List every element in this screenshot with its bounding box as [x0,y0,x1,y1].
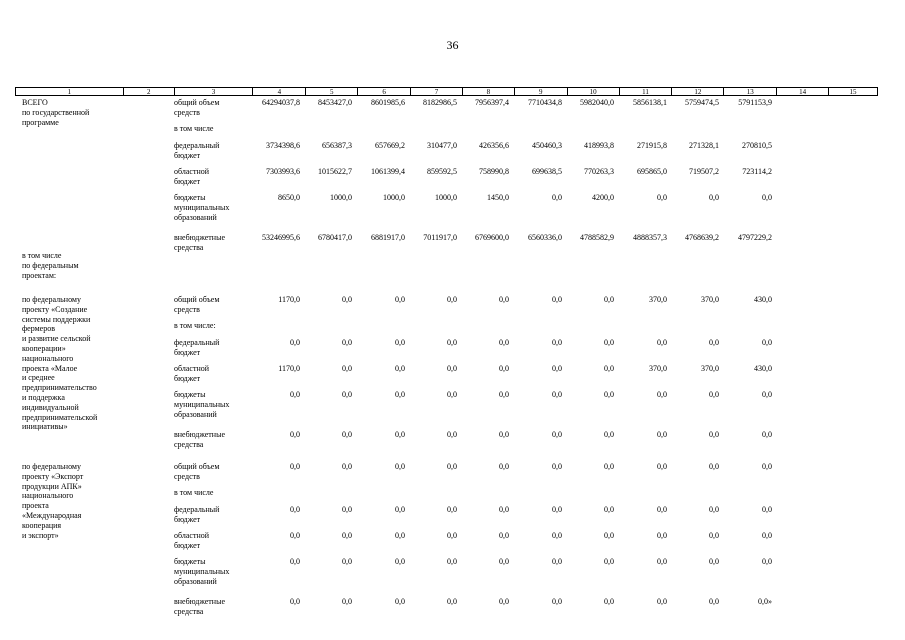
value-cell: 370,0 [701,364,719,373]
value-cell: 0,0 [709,597,719,606]
header-column-number: 5 [305,88,357,95]
funding-source-label-line: бюджеты [174,390,206,399]
funding-source-label-line: федеральный [174,338,220,347]
value-cell: 0,0 [762,430,772,439]
header-column-number: 14 [776,88,828,95]
row-group-label-line: индивидуальной [22,402,79,412]
funding-source-label-line: бюджет [174,150,201,160]
funding-source-label-line: федеральный [174,141,220,150]
value-cell: 0,0 [342,338,352,347]
value-cell: 0,0 [499,390,509,399]
value-cell: 0,0 [552,338,562,347]
row-group-label-line: кооперация [22,520,62,530]
funding-source-label-line: бюджет [174,176,201,186]
row-group-label-line: и развитие сельской [22,334,91,344]
funding-source-label-line: средств [174,107,200,117]
value-cell: 6881917,0 [371,233,405,242]
funding-source-label-line: средства [174,439,204,449]
row-group-label-line: «Международная [22,510,82,520]
value-cell: 0,0 [657,193,667,202]
funding-source-label-line: общий объем [174,295,220,304]
header-column-number: 1 [67,88,72,96]
value-cell: 0,0 [342,430,352,439]
value-cell: 7011917,0 [423,233,457,242]
value-cell: 0,0 [657,531,667,540]
value-cell: 0,0 [709,505,719,514]
value-cell: 656387,3 [322,141,352,150]
value-cell: 5791153,9 [738,98,772,107]
value-cell: 271915,8 [637,141,667,150]
value-cell: 270810,5 [742,141,772,150]
funding-source-label-line: муниципальных [174,399,230,409]
row-group-label-line: национального [22,491,74,501]
value-cell: 657669,2 [375,141,405,150]
value-cell: 0,0 [447,462,457,471]
value-cell: 0,0 [395,505,405,514]
header-column-number: 12 [671,88,723,95]
value-cell: 0,0 [657,597,667,606]
row-group-label-line: и поддержка [22,392,65,402]
value-cell: 0,0 [447,295,457,304]
value-cell: 0,0 [290,505,300,514]
value-cell: 0,0 [447,430,457,439]
value-cell: 418993,8 [584,141,614,150]
row-group-label-line: предпринимательство [22,383,97,393]
value-cell: 4788582,9 [580,233,614,242]
funding-source-label [174,321,254,331]
header-column-number: 7 [410,88,462,95]
value-cell: 0,0 [342,531,352,540]
funding-source-label-line: муниципальных [174,566,230,576]
value-cell: 0,0 [552,531,562,540]
value-cell: 1450,0 [487,193,509,202]
value-cell: 0,0 [447,390,457,399]
value-cell: 0,0 [762,462,772,471]
value-cell: 4200,0 [592,193,614,202]
value-cell: 0,0 [499,338,509,347]
row-group-label-line: продукции АПК» [22,481,82,491]
value-cell: 0,0 [709,430,719,439]
funding-source-label-line: бюджет [174,514,201,524]
value-cell: 0,0 [709,462,719,471]
value-cell: 0,0» [758,597,772,606]
value-cell: 0,0 [447,505,457,514]
value-cell: 0,0 [395,338,405,347]
funding-source-label-line: областной [174,531,210,540]
funding-source-label-line: образований [174,576,217,586]
row-group-label-line: по государственной [22,107,90,117]
row-group-label-line: по федеральному [22,462,81,471]
funding-source-label-line: областной [174,167,210,176]
value-cell: 0,0 [499,557,509,566]
value-cell: 310477,0 [427,141,457,150]
value-cell: 0,0 [552,430,562,439]
value-cell: 0,0 [342,390,352,399]
value-cell: 8601985,6 [371,98,405,107]
value-cell: 1000,0 [383,193,405,202]
value-cell: 0,0 [395,430,405,439]
value-cell: 0,0 [395,597,405,606]
value-cell: 0,0 [552,597,562,606]
value-cell: 0,0 [290,462,300,471]
value-cell: 0,0 [290,338,300,347]
value-cell: 1170,0 [278,364,300,373]
value-cell: 5982040,0 [580,98,614,107]
value-cell: 0,0 [290,430,300,439]
funding-source-label-line: общий объем [174,98,220,107]
row-group-label [22,251,149,280]
value-cell: 0,0 [290,390,300,399]
value-cell: 0,0 [604,390,614,399]
row-group-label [22,295,149,432]
value-cell: 0,0 [499,505,509,514]
row-group-label-line: в том числе [22,251,62,260]
header-column-number: 10 [567,88,619,95]
value-cell: 6769600,0 [475,233,509,242]
value-cell: 0,0 [447,338,457,347]
value-cell: 0,0 [604,338,614,347]
value-cell: 0,0 [604,505,614,514]
value-cell: 0,0 [657,557,667,566]
value-cell: 1000,0 [435,193,457,202]
value-cell: 64294037,8 [262,98,300,107]
value-cell: 450460,3 [532,141,562,150]
value-cell: 0,0 [290,557,300,566]
value-cell: 0,0 [395,531,405,540]
row-group-label [22,98,149,127]
funding-source-label-line: в том числе: [174,321,216,330]
value-cell: 0,0 [762,338,772,347]
value-cell: 0,0 [342,557,352,566]
header-column-number: 9 [514,88,567,95]
row-group-label-line: ВСЕГО [22,98,48,107]
header-column-number: 4 [252,88,305,95]
value-cell: 0,0 [447,597,457,606]
row-group-label-line: программе [22,117,59,127]
value-cell: 0,0 [395,364,405,373]
value-cell: 430,0 [754,364,772,373]
value-cell: 0,0 [604,462,614,471]
value-cell: 0,0 [604,597,614,606]
funding-source-label-line: бюджет [174,373,201,383]
value-cell: 0,0 [552,364,562,373]
value-cell: 7956397,4 [475,98,509,107]
value-cell: 719507,2 [689,167,719,176]
table-header-row [15,87,878,96]
value-cell: 430,0 [754,295,772,304]
funding-source-label-line: в том числе [174,124,214,133]
value-cell: 0,0 [552,193,562,202]
value-cell: 0,0 [657,390,667,399]
value-cell: 0,0 [762,390,772,399]
funding-source-label-line: муниципальных [174,202,230,212]
value-cell: 1061399,4 [371,167,405,176]
value-cell: 0,0 [290,597,300,606]
value-cell: 0,0 [499,430,509,439]
header-column-number: 13 [723,88,776,95]
value-cell: 1170,0 [278,295,300,304]
value-cell: 0,0 [447,531,457,540]
funding-source-label-line: средств [174,471,200,481]
row-group-label-line: предпринимательской [22,412,98,422]
value-cell: 0,0 [604,531,614,540]
row-group-label-line: и среднее [22,373,55,383]
row-group-label-line: проекту «Создание [22,304,88,314]
row-group-label-line: по федеральному [22,295,81,304]
value-cell: 0,0 [395,390,405,399]
value-cell: 0,0 [709,193,719,202]
value-cell: 770263,3 [584,167,614,176]
value-cell: 7710434,8 [528,98,562,107]
value-cell: 53246995,6 [262,233,300,242]
value-cell: 0,0 [342,597,352,606]
row-group-label-line: фермеров [22,324,56,334]
value-cell: 0,0 [657,338,667,347]
value-cell: 3734398,6 [266,141,300,150]
value-cell: 1000,0 [330,193,352,202]
value-cell: 0,0 [447,557,457,566]
row-group-label-line: системы поддержки [22,314,91,324]
value-cell: 8650,0 [278,193,300,202]
value-cell: 0,0 [657,462,667,471]
header-column-number: 15 [828,88,877,95]
value-cell: 0,0 [395,462,405,471]
funding-source-label-line: бюджет [174,347,201,357]
funding-source-label-line: образований [174,212,217,222]
row-group-label-line: проектам: [22,270,57,280]
funding-source-label-line: средства [174,606,204,616]
value-cell: 6560336,0 [528,233,562,242]
value-cell: 0,0 [762,531,772,540]
value-cell: 0,0 [657,430,667,439]
value-cell: 0,0 [552,462,562,471]
funding-source-label-line: образований [174,409,217,419]
value-cell: 5759474,5 [685,98,719,107]
value-cell: 0,0 [762,193,772,202]
funding-source-label [174,124,254,134]
value-cell: 8182986,5 [423,98,457,107]
row-group-label-line: и экспорт» [22,530,59,540]
value-cell: 0,0 [395,295,405,304]
funding-source-label-line: внебюджетные [174,430,225,439]
funding-source-label-line: внебюджетные [174,233,225,242]
funding-source-label-line: бюджет [174,540,201,550]
value-cell: 1015622,7 [318,167,352,176]
row-group-label-line: кооперации» [22,343,66,353]
header-column-number: 8 [462,88,514,95]
value-cell: 0,0 [447,364,457,373]
value-cell: 0,0 [604,364,614,373]
value-cell: 0,0 [709,338,719,347]
funding-source-label-line: в том числе [174,488,214,497]
funding-source-label-line: областной [174,364,210,373]
value-cell: 0,0 [604,295,614,304]
funding-source-label-line: бюджеты [174,193,206,202]
header-column-number: 2 [123,88,174,95]
value-cell: 370,0 [649,295,667,304]
header-column-number: 6 [357,88,410,95]
value-cell: 370,0 [649,364,667,373]
value-cell: 0,0 [709,390,719,399]
value-cell: 0,0 [499,364,509,373]
value-cell: 699638,5 [532,167,562,176]
value-cell: 0,0 [499,462,509,471]
value-cell: 0,0 [290,531,300,540]
funding-source-label-line: общий объем [174,462,220,471]
value-cell: 4888357,3 [633,233,667,242]
value-cell: 271328,1 [689,141,719,150]
funding-source-label [174,488,254,498]
value-cell: 6780417,0 [318,233,352,242]
row-group-label-line: проекта [22,501,49,511]
value-cell: 7303993,6 [266,167,300,176]
value-cell: 0,0 [604,557,614,566]
value-cell: 0,0 [657,505,667,514]
header-column-number: 3 [174,88,253,95]
value-cell: 5856138,1 [633,98,667,107]
funding-source-label-line: средства [174,242,204,252]
value-cell: 0,0 [762,557,772,566]
value-cell: 0,0 [552,557,562,566]
page-number: 36 [446,38,459,52]
value-cell: 758990,8 [479,167,509,176]
value-cell: 4768639,2 [685,233,719,242]
value-cell: 0,0 [499,597,509,606]
value-cell: 4797229,2 [738,233,772,242]
value-cell: 0,0 [342,462,352,471]
funding-source-label-line: федеральный [174,505,220,514]
value-cell: 0,0 [499,295,509,304]
row-group-label-line: проекту «Экспорт [22,471,84,481]
value-cell: 8453427,0 [318,98,352,107]
row-group-label-line: по федеральным [22,260,79,270]
value-cell: 0,0 [395,557,405,566]
header-column-number: 11 [619,88,672,95]
value-cell: 0,0 [499,531,509,540]
value-cell: 695865,0 [637,167,667,176]
row-group-label-line: национального [22,353,74,363]
funding-source-label-line: средств [174,304,200,314]
value-cell: 0,0 [342,295,352,304]
value-cell: 0,0 [552,505,562,514]
value-cell: 0,0 [552,390,562,399]
value-cell: 859592,5 [427,167,457,176]
value-cell: 0,0 [342,505,352,514]
value-cell: 0,0 [342,364,352,373]
value-cell: 426356,6 [479,141,509,150]
value-cell: 0,0 [604,430,614,439]
row-group-label [22,462,149,540]
value-cell: 0,0 [709,557,719,566]
value-cell: 0,0 [762,505,772,514]
funding-source-label-line: бюджеты [174,557,206,566]
value-cell: 0,0 [552,295,562,304]
row-group-label-line: инициативы» [22,422,68,432]
value-cell: 723114,2 [742,167,772,176]
value-cell: 370,0 [701,295,719,304]
value-cell: 0,0 [709,531,719,540]
row-group-label-line: проекта «Малое [22,363,78,373]
funding-source-label-line: внебюджетные [174,597,225,606]
